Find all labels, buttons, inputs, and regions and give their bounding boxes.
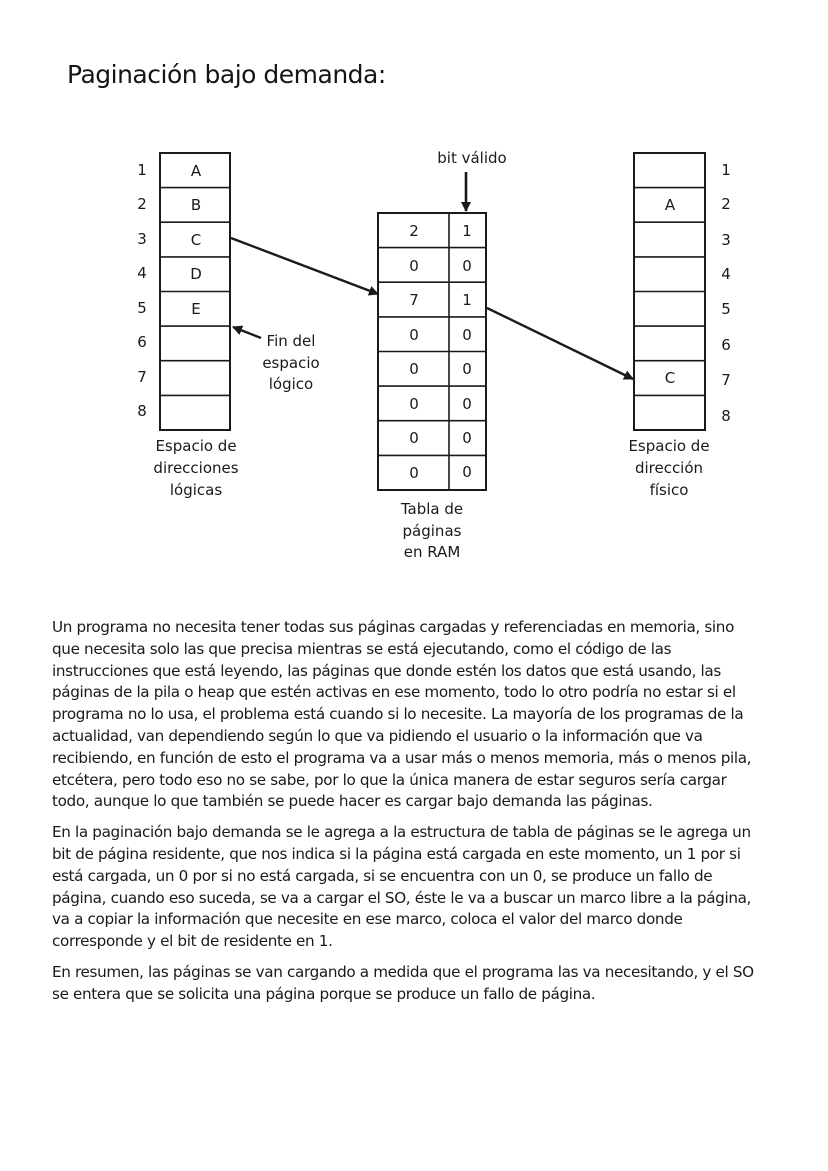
physical-cell: A: [664, 196, 676, 214]
physical-index: 1: [721, 161, 731, 179]
logical-caption: lógicas: [169, 481, 223, 499]
physical-index: 5: [721, 300, 731, 318]
paragraph: En la paginación bajo demanda se le agrega a la estructura de tabla de páginas se le agrega un bit de página residente, que nos indica si la página está cargada en este momento, un 1 por si está cargada, un 0 por si no está cargada, si se encuentra con un 0, se produce un fallo de página, cuando eso suceda, se va a cargar el SO, éste le va a buscar un marco libre a la página, va a copiar la información que necesite en ese marco, coloca el valor del marco donde corresponde y el bit de residente en 1.: [52, 823, 752, 951]
physical-caption: físico: [649, 481, 689, 499]
logical-cell: D: [190, 265, 202, 283]
physical-address-space: [628, 153, 730, 499]
frame-number: 0: [409, 429, 419, 447]
frame-number: 7: [409, 291, 419, 309]
logical-index: 3: [137, 230, 147, 248]
frame-number: 0: [409, 395, 419, 413]
valid-bit: 0: [462, 463, 472, 481]
logical-index: 5: [137, 299, 147, 317]
physical-index: 3: [721, 231, 731, 249]
physical-index: 8: [721, 407, 731, 425]
valid-bit-label: bit válido: [437, 149, 507, 167]
logical-cell: B: [190, 196, 202, 214]
paragraph: Un programa no necesita tener todas sus páginas cargadas y referenciadas en memoria, sino que necesita solo las que precisa mientras se está ejecutando, como el código de las instrucciones que está leyendo, las páginas que donde estén los datos que está usando, las páginas de la pila o heap que estén activas en ese momento, todo lo otro podría no estar si el programa no lo usa, el problema está cuando si lo necesite. La mayoría de los programas de la actualidad, van dependiendo según lo que va pidiendo el usuario o la información que va recibiendo, en función de esto el programa va a usar más o menos memoria, más o menos pila, etcétera, pero todo eso no se sabe, por lo que la única manera de estar seguros sería cargar todo, aunque lo que también se puede hacer es cargar bajo demanda las páginas.: [52, 618, 752, 811]
physical-index: 6: [721, 336, 731, 354]
paragraph: En resumen, las páginas se van cargando a medida que el programa las va necesitando, y el SO se entera que se solicita una página porque se produce un fallo de página.: [52, 962, 754, 1003]
end-marker-arrow-icon: [233, 327, 261, 338]
frame-number: 2: [409, 222, 419, 240]
physical-caption: Espacio de: [628, 437, 710, 455]
logical-cell: C: [190, 231, 202, 249]
physical-cell: C: [664, 369, 676, 387]
physical-index: 4: [721, 265, 731, 283]
valid-bit: 0: [462, 257, 472, 275]
physical-caption: dirección: [634, 459, 704, 477]
logical-cell: A: [190, 162, 202, 180]
logical-index: 7: [137, 368, 147, 386]
frame-number: 0: [409, 326, 419, 344]
valid-bit: 0: [462, 326, 472, 344]
logical-index: 4: [137, 264, 147, 282]
physical-index: 2: [721, 195, 731, 213]
valid-bit: 0: [462, 360, 472, 378]
end-marker-label: Fin del: [266, 332, 316, 350]
logical-index: 2: [137, 195, 147, 213]
page-table-caption: Tabla de: [400, 500, 464, 518]
valid-bit: 1: [462, 222, 472, 240]
logical-index: 6: [137, 333, 147, 351]
logical-index: 1: [137, 161, 147, 179]
page-table-caption: en RAM: [403, 543, 461, 561]
logical-caption: direcciones: [153, 459, 239, 477]
end-marker-label: lógico: [268, 375, 314, 393]
frame-number: 0: [409, 257, 419, 275]
valid-bit: 1: [462, 291, 472, 309]
logical-caption: Espacio de: [155, 437, 237, 455]
page-table-caption: páginas: [402, 522, 462, 540]
logical-index: 8: [137, 402, 147, 420]
valid-bit: 0: [462, 429, 472, 447]
page-title: Paginación bajo demanda:: [67, 60, 386, 89]
mapping-arrow-icon: [487, 308, 633, 379]
physical-index: 7: [721, 371, 731, 389]
logical-address-space: [137, 153, 319, 499]
end-marker-label: espacio: [262, 354, 320, 372]
frame-number: 0: [409, 464, 419, 482]
body-text: [52, 617, 762, 1015]
frame-number: 0: [409, 360, 419, 378]
logical-cell: E: [191, 300, 201, 318]
mapping-arrow-icon: [231, 238, 378, 294]
page-table: [378, 149, 507, 561]
valid-bit: 0: [462, 395, 472, 413]
